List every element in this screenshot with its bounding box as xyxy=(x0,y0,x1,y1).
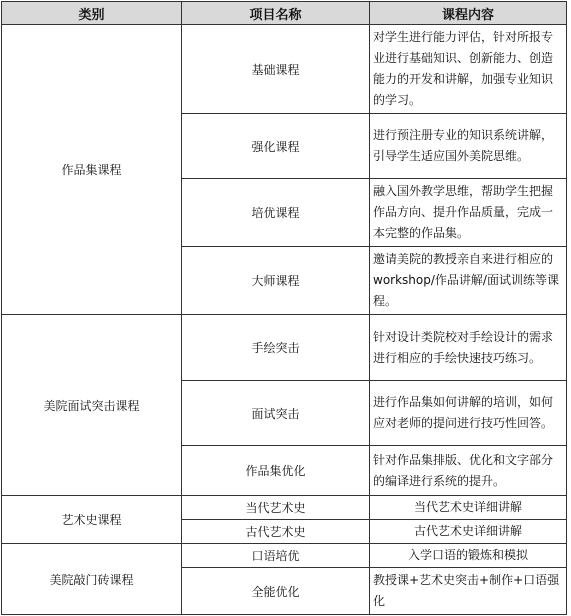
table-row xyxy=(2,544,567,568)
header-category: 类别 xyxy=(2,2,182,25)
table-row xyxy=(2,315,567,381)
content-cell: 融入国外教学思维，帮助学生把握作品方向、提升作品质量，完成一本完整的作品集。 xyxy=(370,179,567,247)
header-course-content: 课程内容 xyxy=(370,2,567,25)
project-cell: 作品集优化 xyxy=(182,446,370,496)
course-table xyxy=(1,1,567,615)
project-cell: 手绘突击 xyxy=(182,315,370,381)
project-cell: 强化课程 xyxy=(182,114,370,179)
content-cell: 针对作品集排版、优化和文字部分的编译进行系统的提升。 xyxy=(370,446,567,496)
project-cell: 当代艺术史 xyxy=(182,496,370,520)
project-cell: 基础课程 xyxy=(182,25,370,114)
category-cell: 美院敲门砖课程 xyxy=(2,544,182,615)
project-cell: 口语培优 xyxy=(182,544,370,568)
category-cell: 美院面试突击课程 xyxy=(2,315,182,496)
table-row xyxy=(2,496,567,520)
content-cell: 进行作品集如何讲解的培训，如何应对老师的提问进行技巧性回答。 xyxy=(370,381,567,446)
project-cell: 大师课程 xyxy=(182,247,370,315)
header-project-name: 项目名称 xyxy=(182,2,370,25)
category-cell: 作品集课程 xyxy=(2,25,182,315)
content-cell: 当代艺术史详细讲解 xyxy=(370,496,567,520)
table-row xyxy=(2,25,567,114)
content-cell: 对学生进行能力评估，针对所报专业进行基础知识、创新能力、创造能力的开发和讲解，加强专业知识的学习。 xyxy=(370,25,567,114)
project-cell: 古代艺术史 xyxy=(182,520,370,544)
content-cell: 针对设计类院校对手绘设计的需求进行相应的手绘快速技巧练习。 xyxy=(370,315,567,381)
project-cell: 全能优化 xyxy=(182,568,370,615)
content-cell: 入学口语的锻炼和模拟 xyxy=(370,544,567,568)
project-cell: 面试突击 xyxy=(182,381,370,446)
content-cell: 教授课+艺术史突击+制作+口语强化 xyxy=(370,568,567,615)
project-cell: 培优课程 xyxy=(182,179,370,247)
table-header-row xyxy=(2,2,567,25)
category-cell: 艺术史课程 xyxy=(2,496,182,544)
content-cell: 邀请美院的教授亲自来进行相应的 workshop/作品讲解/面试训练等课程。 xyxy=(370,247,567,315)
content-cell: 古代艺术史详细讲解 xyxy=(370,520,567,544)
content-cell: 进行预注册专业的知识系统讲解，引导学生适应国外美院思维。 xyxy=(370,114,567,179)
